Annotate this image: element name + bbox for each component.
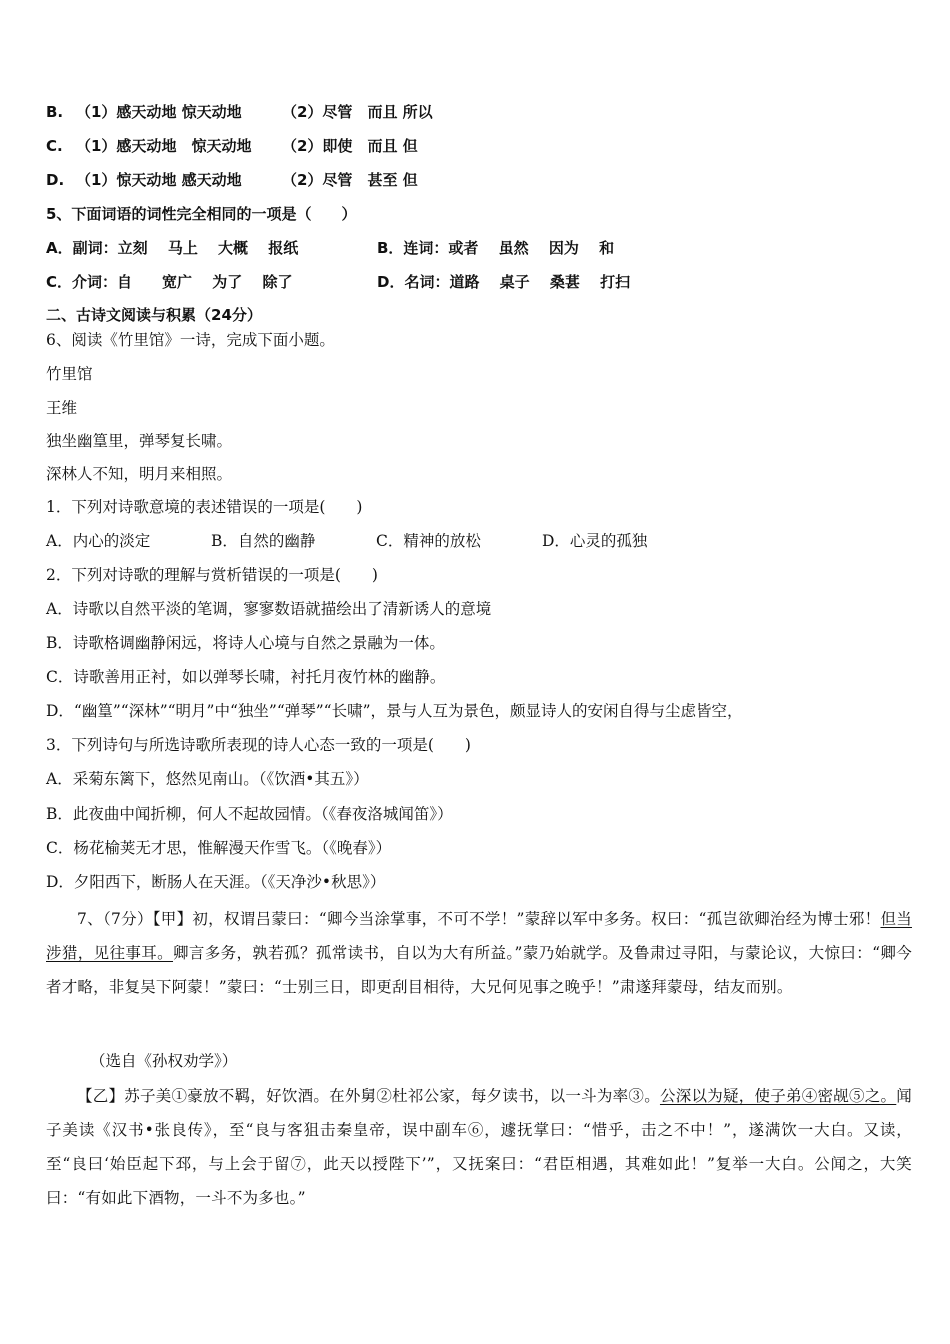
q4-option-c xyxy=(46,135,418,157)
q4-option-d xyxy=(46,169,418,191)
poem-author: 王维 xyxy=(46,399,78,417)
q7-jia-text-1: 7、（7分）【甲】初，权谓吕蒙曰：“卿今当涂掌事，不可不学！”蒙辞以军中多务。权曰：“孤岂欲卿治经为博士邪！ xyxy=(77,910,881,928)
q6-sub3-option-d: D．夕阳西下，断肠人在天涯。（《天净沙•秋思》） xyxy=(46,873,386,891)
q4-option-c-letter: C. xyxy=(46,137,63,155)
q6-sub3-option-b: B．此夜曲中闻折柳，何人不起故园情。（《春夜洛城闻笛》） xyxy=(46,805,453,823)
q4-option-b-part2: （2）尽管 而且 所以 xyxy=(282,103,433,121)
q5-row-cd xyxy=(46,271,631,293)
q7-yi-text-1: 【乙】苏子美①豪放不羁，好饮酒。在外舅②杜祁公家，每夕读书，以一斗为率③。 xyxy=(77,1087,660,1105)
section-title: 二、古诗文阅读与积累（24分） xyxy=(46,306,262,324)
q6-sub1-option-c: C．精神的放松 xyxy=(376,532,481,550)
q5-stem: 5、下面词语的词性完全相同的一项是（ ） xyxy=(46,205,357,223)
poem-line-1: 独坐幽篁里，弹琴复长啸。 xyxy=(46,432,233,450)
q6-sub3-option-c: C．杨花榆荚无才思，惟解漫天作雪飞。（《晚春》） xyxy=(46,839,392,857)
q7-passage-jia xyxy=(46,902,912,1004)
q7-source: （选自《孙权劝学》） xyxy=(90,1052,238,1070)
q6-sub2-option-d: D．“幽篁”“深林”“明月”中“独坐”“弹琴”“长啸”，景与人互为景色，颇显诗人的安闲自得与尘虑皆空， xyxy=(46,702,743,720)
q5-option-a: A．副词：立刻 马上 大概 报纸 xyxy=(46,239,299,257)
q4-option-b-part1: （1）感天动地 惊天动地 xyxy=(76,103,242,121)
q7-jia-text-2: 卿言多务，孰若孤？孤常读书，自以为大有所益。”蒙乃始就学。及鲁肃过寻阳，与蒙论议，大惊曰：“卿今者才略，非复吴下阿蒙！”蒙曰：“士别三日，即更刮目相待，大兄何见事之晚乎！”肃遂拜蒙母，结友而别。 xyxy=(46,944,912,996)
q6-sub2-stem: 2．下列对诗歌的理解与赏析错误的一项是( ) xyxy=(46,566,378,584)
q4-option-b-letter: B. xyxy=(46,103,64,121)
q6-sub2-option-b: B．诗歌格调幽静闲远，将诗人心境与自然之景融为一体。 xyxy=(46,634,445,652)
q6-sub1-options xyxy=(46,530,648,552)
q6-sub1-option-b: B．自然的幽静 xyxy=(211,532,316,550)
q6-sub1-option-a: A．内心的淡定 xyxy=(46,532,151,550)
q7-passage-yi xyxy=(46,1079,912,1215)
q6-sub1-option-d: D．心灵的孤独 xyxy=(542,532,648,550)
q5-option-b: B．连词：或者 虽然 因为 和 xyxy=(377,239,615,257)
q4-option-d-part2: （2）尽管 甚至 但 xyxy=(282,171,418,189)
q7-yi-underlined: 公深以为疑，使子弟④密觇⑤之。 xyxy=(659,1087,897,1105)
q5-row-ab xyxy=(46,237,615,259)
q6-sub2-option-a: A．诗歌以自然平淡的笔调，寥寥数语就描绘出了清新诱人的意境 xyxy=(46,600,492,618)
q6-sub3-stem: 3．下列诗句与所选诗歌所表现的诗人心态一致的一项是( ) xyxy=(46,736,471,754)
q6-stem: 6、阅读《竹里馆》一诗，完成下面小题。 xyxy=(46,331,335,349)
q4-option-d-part1: （1）惊天动地 感天动地 xyxy=(76,171,242,189)
q6-sub2-option-c: C．诗歌善用正衬，如以弹琴长啸，衬托月夜竹林的幽静。 xyxy=(46,668,446,686)
poem-line-2: 深林人不知，明月来相照。 xyxy=(46,465,233,483)
q4-option-b xyxy=(46,101,433,123)
q6-sub3-option-a: A．采菊东篱下，悠然见南山。（《饮酒•其五》） xyxy=(46,770,369,788)
q4-option-d-letter: D. xyxy=(46,171,65,189)
q7-jia-underlined: 但当涉猎，见往事耳。 xyxy=(46,910,912,962)
poem-title: 竹里馆 xyxy=(46,365,93,383)
q5-option-c: C．介词：自 宽广 为了 除了 xyxy=(46,273,293,291)
q4-option-c-part1: （1）感天动地 惊天动地 xyxy=(76,137,252,155)
q6-sub1-stem: 1．下列对诗歌意境的表述错误的一项是( ) xyxy=(46,498,363,516)
q4-option-c-part2: （2）即使 而且 但 xyxy=(282,137,418,155)
q7-yi-text-2: 闻子美读《汉书•张良传》，至“良与客狙击秦皇帝，误中副车⑥，遽抚掌曰：“惜乎，击之不中！”，遂满饮一大白。又读，至“良曰‘始臣起下邳，与上会于留⑦，此天以授陛下’”，又抚案曰：“君臣相遇，其难如此！”复举一大白。公闻之，大笑曰：“有如此下酒物，一斗不为多也。” xyxy=(46,1087,912,1207)
q5-option-d: D．名词：道路 桌子 桑葚 打扫 xyxy=(377,273,631,291)
